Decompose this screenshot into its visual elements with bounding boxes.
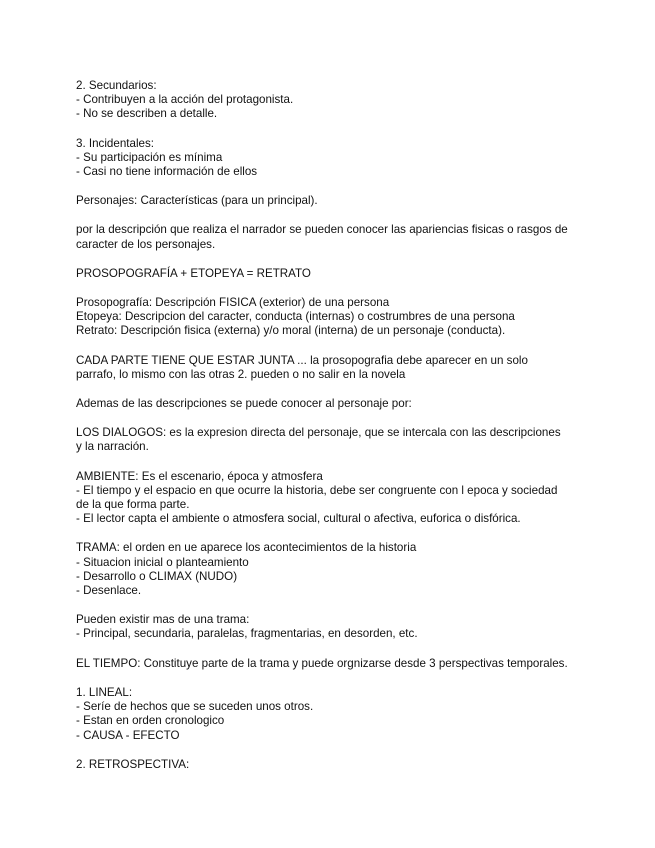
paragraph-dialogos — [76, 426, 596, 454]
text-line: LOS DIALOGOS: es la expresion directa del personaje, que se intercala con las descripciones — [76, 426, 561, 440]
paragraph-ademas — [76, 397, 596, 411]
paragraph-secundarios — [76, 79, 596, 122]
text-line: Etopeya: Descripcion del caracter, conducta (internas) o costrumbres de una persona — [76, 310, 515, 324]
text-line: - Principal, secundaria, paralelas, fragmentarias, en desorden, etc. — [76, 627, 418, 641]
text-line: Prosopografía: Descripción FISICA (exterior) de una persona — [76, 296, 390, 310]
paragraph-tramas-multiples — [76, 613, 596, 641]
text-line: EL TIEMPO: Constituye parte de la trama y puede orgnizarse desde 3 perspectivas temporales. — [76, 656, 568, 670]
text-line: - Contribuyen a la acción del protagonista. — [76, 93, 294, 107]
paragraph-tiempo — [76, 657, 596, 671]
text-line: Ademas de las descripciones se puede conocer al personaje por: — [76, 397, 412, 411]
text-line: Retrato: Descripción fisica (externa) y/o moral (interna) de un personaje (conducta). — [76, 324, 506, 338]
text-line: 3. Incidentales: — [76, 136, 154, 150]
text-line: CADA PARTE TIENE QUE ESTAR JUNTA ... la prosopografia debe aparecer en un solo — [76, 353, 528, 367]
text-line: - Su participación es mínima — [76, 150, 223, 164]
paragraph-retrospectiva — [76, 758, 596, 772]
text-line: por la descripción que realiza el narrador se pueden conocer las apariencias fisicas o rasgos de — [76, 223, 568, 237]
paragraph-descripcion — [76, 223, 596, 251]
paragraph-definiciones — [76, 296, 596, 339]
paragraph-ambiente — [76, 470, 596, 527]
paragraph-cada-parte — [76, 354, 596, 382]
text-line: parrafo, lo mismo con las otras 2. pueden o no salir en la novela — [76, 367, 406, 381]
paragraph-lineal — [76, 686, 596, 743]
text-line: Personajes: Características (para un principal). — [76, 194, 318, 208]
text-line: 1. LINEAL: — [76, 685, 133, 699]
text-line: - Desarrollo o CLIMAX (NUDO) — [76, 569, 238, 583]
text-line: - No se describen a detalle. — [76, 107, 218, 121]
text-line: caracter de los personajes. — [76, 237, 216, 251]
text-line: de la que forma parte. — [76, 498, 190, 512]
text-line: - Seríe de hechos que se suceden unos otros. — [76, 700, 314, 714]
text-line: - Casi no tiene información de ellos — [76, 165, 258, 179]
text-line: - Situacion inicial o planteamiento — [76, 555, 249, 569]
text-line: - CAUSA - EFECTO — [76, 728, 180, 742]
paragraph-incidentales — [76, 137, 596, 180]
text-line: - El tiempo y el espacio en que ocurre la historia, debe ser congruente con l epoca y sociedad — [76, 483, 558, 497]
text-line: Pueden existir mas de una trama: — [76, 613, 250, 627]
text-line: - Estan en orden cronologico — [76, 714, 225, 728]
text-line: y la narración. — [76, 440, 149, 454]
paragraph-trama — [76, 541, 596, 598]
text-line: TRAMA: el orden en ue aparece los acontecimientos de la historia — [76, 541, 417, 555]
text-line: PROSOPOGRAFÍA + ETOPEYA = RETRATO — [76, 266, 311, 280]
text-line: - Desenlace. — [76, 584, 142, 598]
text-line: AMBIENTE: Es el escenario, época y atmosfera — [76, 469, 323, 483]
text-line: 2. Secundarios: — [76, 79, 157, 92]
text-line: - El lector capta el ambiente o atmosfera social, cultural o afectiva, euforica o disfórica. — [76, 512, 521, 526]
text-line: 2. RETROSPECTIVA: — [76, 757, 190, 771]
document-page — [76, 79, 596, 787]
paragraph-formula — [76, 267, 596, 281]
paragraph-personajes — [76, 194, 596, 208]
